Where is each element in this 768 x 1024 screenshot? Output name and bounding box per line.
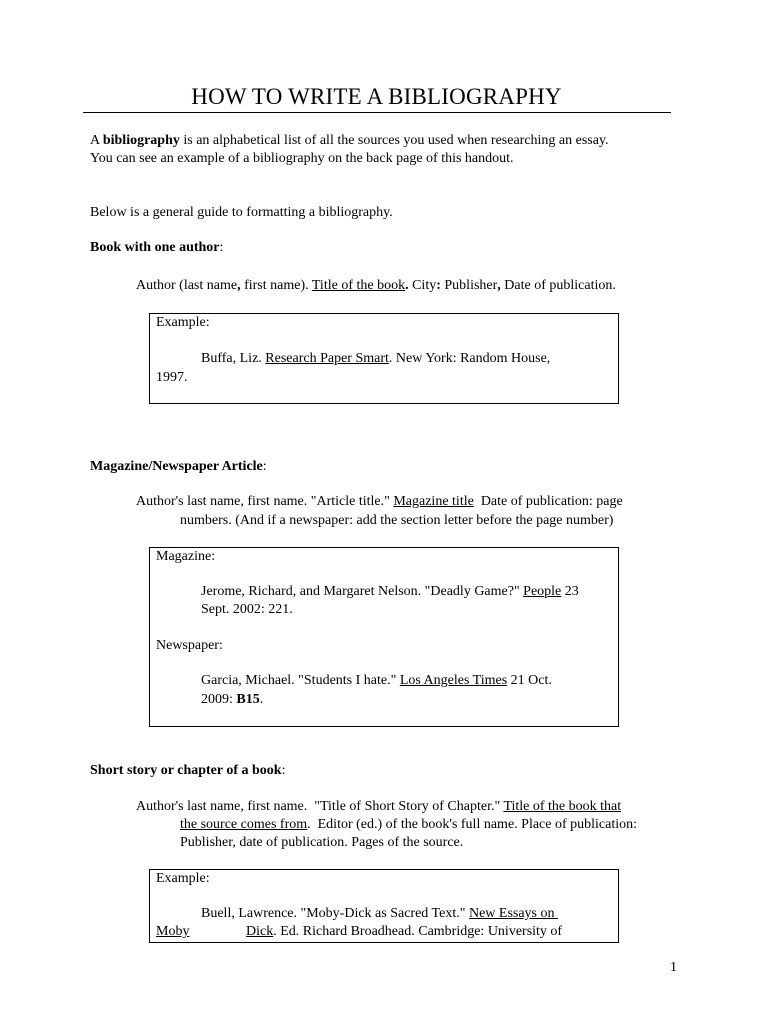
intro-term: bibliography [102, 133, 180, 148]
newspaper-example-part: 21 Oct. [507, 673, 552, 688]
book-format-period: . [405, 278, 409, 293]
book-format-part: first name). [240, 278, 312, 293]
newspaper-example-part: 2009: [201, 692, 237, 707]
short-story-format-title: Title of the book that [503, 799, 622, 814]
book-example-line-1 [201, 351, 550, 367]
intro-suffix: is an alphabetical list of all the sources you used when researching an essay. [179, 133, 609, 148]
book-heading [90, 240, 223, 256]
magazine-format-part: Date of publication: page [473, 494, 623, 509]
short-story-example-label: Example: [156, 871, 210, 886]
short-story-format-part: Author's last name, first name. "Title of Short Story of Chapter." [136, 799, 504, 814]
book-heading-text: Book with one author [90, 240, 220, 255]
book-example-part: . New York: Random House, [388, 351, 551, 366]
magazine-example-line-1 [201, 584, 579, 600]
magazine-example-line-2: Sept. 2002: 221. [201, 602, 293, 617]
book-format-part: Publisher [440, 278, 498, 293]
short-story-format-line-2 [180, 817, 637, 833]
newspaper-example-label: Newspaper: [156, 638, 223, 653]
short-story-example-line-2-rest [246, 924, 562, 940]
book-format-colon: : [436, 278, 441, 293]
intro-prefix: A [90, 133, 103, 148]
magazine-heading-text: Magazine/Newspaper Article [90, 459, 263, 474]
short-story-example-part: . Ed. Richard Broadhead. Cambridge: University of [273, 924, 563, 939]
guide-intro: Below is a general guide to formatting a bibliography. [90, 205, 393, 220]
book-heading-colon: : [219, 240, 224, 255]
book-example-title: Research Paper Smart [265, 351, 389, 366]
page-title: HOW TO WRITE A BIBLIOGRAPHY [191, 84, 562, 109]
book-format [136, 278, 616, 294]
magazine-format-line-2: numbers. (And if a newspaper: add the section letter before the page number) [180, 513, 614, 528]
newspaper-example-part: . [259, 692, 264, 707]
book-format-comma: , [497, 278, 501, 293]
short-story-example-part: Buell, Lawrence. "Moby-Dick as Sacred Text." [201, 906, 469, 921]
book-format-comma: , [237, 278, 241, 293]
book-example-line-2: 1997. [156, 370, 188, 385]
short-story-example-title: New Essays on [468, 906, 558, 921]
magazine-example-part: Jerome, Richard, and Margaret Nelson. "Deadly Game?" [201, 584, 524, 599]
magazine-example-label: Magazine: [156, 549, 216, 564]
book-example-part: Buffa, Liz. [201, 351, 266, 366]
magazine-heading [90, 459, 267, 475]
book-example-label: Example: [156, 315, 210, 330]
book-format-part: Author (last name [136, 278, 238, 293]
newspaper-example-title: Los Angeles Times [399, 673, 508, 688]
short-story-example-title: Dick [246, 924, 274, 939]
short-story-heading-text: Short story or chapter of a book [90, 763, 282, 778]
short-story-heading [90, 763, 285, 779]
newspaper-example-line-1 [201, 673, 552, 689]
page-number: 1 [670, 960, 677, 975]
magazine-example-part: 23 [561, 584, 579, 599]
short-story-format-line-1 [136, 799, 621, 815]
magazine-heading-colon: : [262, 459, 267, 474]
magazine-format-part: Author's last name, first name. "Article title." [136, 494, 394, 509]
short-story-example-box-bottom [149, 942, 619, 943]
intro-line-1 [90, 133, 609, 149]
magazine-format-line-1 [136, 494, 623, 510]
book-format-title: Title of the book [311, 278, 406, 293]
newspaper-example-line-2 [201, 692, 263, 708]
book-format-part: Date of publication. [500, 278, 616, 293]
short-story-format-part: . Editor (ed.) of the book's full name. Place of publication: [307, 817, 638, 832]
short-story-example-title: Moby [156, 924, 190, 939]
newspaper-example-section: B15 [236, 692, 260, 707]
short-story-format-line-3: Publisher, date of publication. Pages of the source. [180, 835, 464, 850]
short-story-example-line-2-start [156, 924, 189, 940]
book-format-part: City [408, 278, 437, 293]
short-story-example-line-1 [201, 906, 558, 922]
short-story-heading-colon: : [281, 763, 286, 778]
magazine-example-title: People [523, 584, 562, 599]
short-story-format-title: the source comes from [180, 817, 308, 832]
magazine-format-title: Magazine title [393, 494, 474, 509]
intro-line-2: You can see an example of a bibliography on the back page of this handout. [90, 151, 514, 166]
newspaper-example-part: Garcia, Michael. "Students I hate." [201, 673, 400, 688]
title-underline-rule [83, 112, 671, 113]
